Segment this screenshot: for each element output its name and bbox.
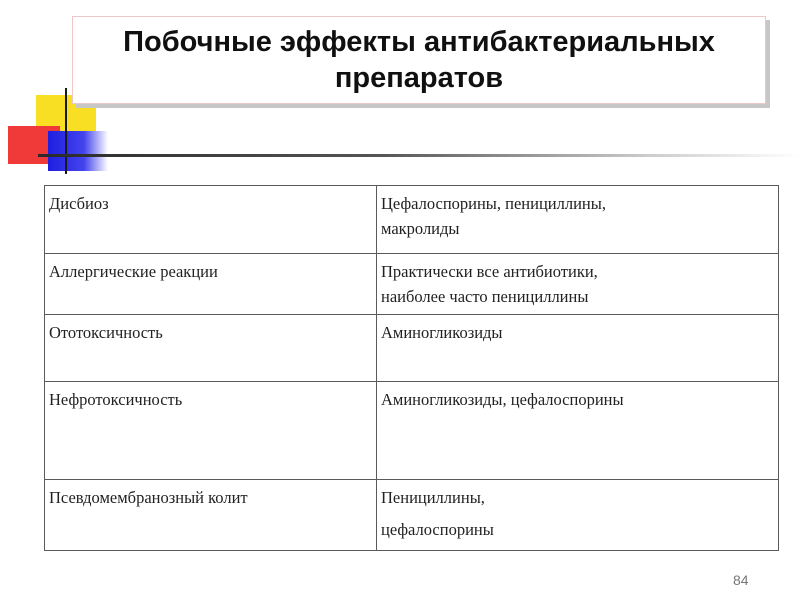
- table-row: [45, 480, 779, 551]
- table-row: [45, 186, 779, 254]
- drugs-cell: [377, 315, 779, 382]
- table-row: [45, 382, 779, 480]
- drugs-line: Практически все антибиотики,: [381, 262, 598, 281]
- drugs-line: макролиды: [381, 219, 460, 238]
- side-effects-table: [44, 185, 779, 551]
- decor-horizontal-line: [38, 154, 800, 157]
- drugs-line: Аминогликозиды: [381, 323, 503, 342]
- effect-cell: Ототоксичность: [45, 315, 377, 382]
- effect-cell: Нефротоксичность: [45, 382, 377, 480]
- drugs-line: наиболее часто пенициллины: [381, 287, 589, 306]
- decor-vertical-line: [65, 88, 67, 174]
- drugs-line: цефалоспорины: [381, 520, 494, 539]
- drugs-cell: [377, 254, 779, 315]
- page-number: 84: [733, 572, 749, 588]
- table-row: [45, 315, 779, 382]
- decor-blue-square: [48, 131, 108, 171]
- drugs-cell: [377, 186, 779, 254]
- table-row: [45, 254, 779, 315]
- drugs-line: Пенициллины,: [381, 488, 485, 507]
- drugs-cell: [377, 382, 779, 480]
- effect-cell: Псевдомембранозный колит: [45, 480, 377, 551]
- drugs-line: Цефалоспорины, пенициллины,: [381, 194, 606, 213]
- drugs-cell: [377, 480, 779, 551]
- title-box: [72, 16, 766, 104]
- slide-title: Побочные эффекты антибактериальных препаратов: [123, 26, 715, 94]
- drugs-line: Аминогликозиды, цефалоспорины: [381, 390, 624, 409]
- effect-cell: Дисбиоз: [45, 186, 377, 254]
- effect-cell: Аллергические реакции: [45, 254, 377, 315]
